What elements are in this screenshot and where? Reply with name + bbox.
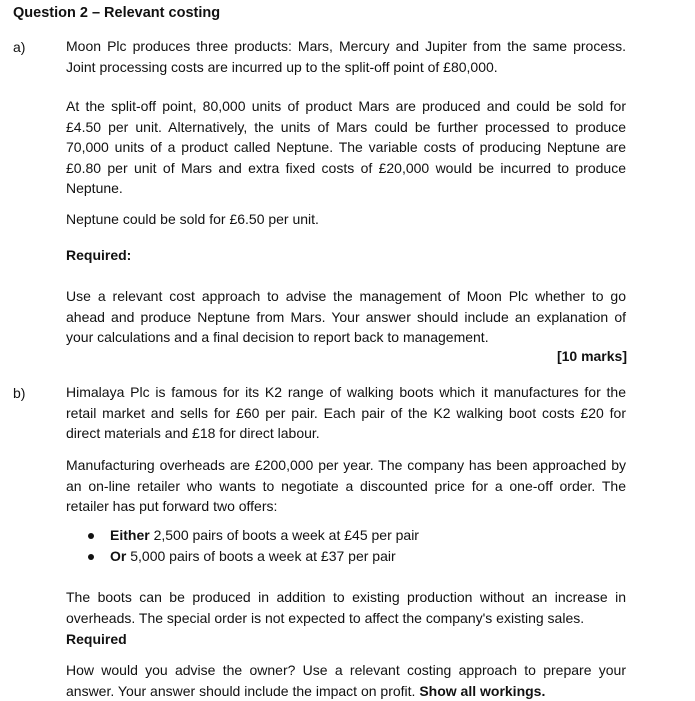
part-b-paragraph-1: Manufacturing overheads are £200,000 per year. The company has been approached by an on-line retailer who wants to negotiate a discounted price for a one-off order. The retailer has put forward two offers: xyxy=(66,457,626,514)
part-a-label: a) xyxy=(13,39,26,55)
part-a-paragraph-2: Neptune could be sold for £6.50 per unit. xyxy=(66,211,319,227)
offer-text: 2,500 pairs of boots a week at £45 per pair xyxy=(149,527,419,543)
offer-lead: Or xyxy=(110,548,127,564)
list-item xyxy=(88,525,419,546)
part-b-intro: Himalaya Plc is famous for its K2 range of walking boots which it manufactures for the retail market and sells for £60 per pair. Each pair of the K2 walking boot costs £20 for direct materials and £18 for direct labour. xyxy=(66,384,626,441)
part-b-task xyxy=(66,660,626,701)
list-item xyxy=(88,546,419,567)
part-b-paragraph-2: The boots can be produced in addition to existing production without an increase in overheads. The special order is not expected to affect the company's existing sales. xyxy=(66,589,626,626)
part-a-task: Use a relevant cost approach to advise the management of Moon Plc whether to go ahead and produce Neptune from Mars. Your answer should include an explanation of your calculations and a final decision to report back to management. xyxy=(66,288,626,345)
offer-lead: Either xyxy=(110,527,150,543)
part-a-intro: Moon Plc produces three products: Mars, Mercury and Jupiter from the same process. Joint processing costs are incurred up to the split-off point of £80,000. xyxy=(66,38,626,75)
part-b-label: b) xyxy=(13,385,26,401)
part-b-required-label: Required xyxy=(66,631,127,647)
offer-text: 5,000 pairs of boots a week at £37 per pair xyxy=(126,548,396,564)
part-b-task-text: How would you advise the owner? Use a relevant costing approach to prepare your answer. Your answer should include the impact on profit. xyxy=(66,662,626,699)
part-b-task-emphasis: Show all workings. xyxy=(419,682,546,699)
question-heading: Question 2 – Relevant costing xyxy=(13,5,221,21)
part-a-required-label: Required: xyxy=(66,247,132,263)
part-a-marks: [10 marks] xyxy=(556,348,627,364)
offer-list xyxy=(88,525,419,567)
part-a-paragraph-1: At the split-off point, 80,000 units of product Mars are produced and could be sold for £4.50 per unit. Alternatively, the units of Mars could be further processed to produce 70,000 units of a product called Neptune. The variable costs of producing Neptune are £0.80 per unit of Mars and extra fixed costs of £20,000 would be incurred to produce Neptune. xyxy=(66,98,626,196)
bullet-icon xyxy=(88,533,94,539)
bullet-icon xyxy=(88,554,94,560)
